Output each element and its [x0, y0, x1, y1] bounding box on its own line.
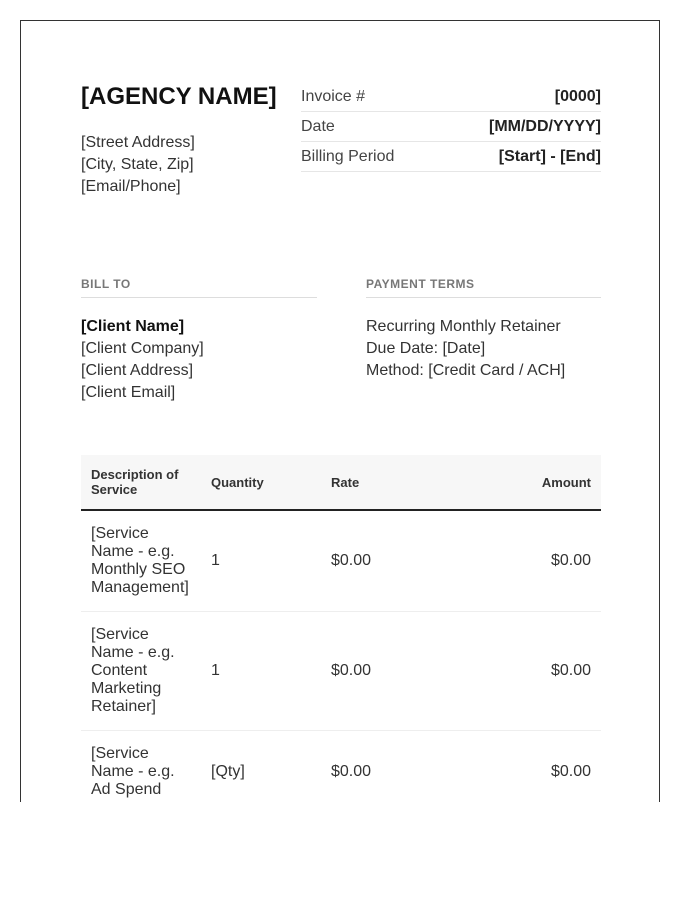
header-quantity: Quantity — [201, 455, 321, 510]
invoice-page — [20, 20, 660, 802]
row-quantity: 1 — [201, 510, 321, 612]
invoice-number-row — [301, 83, 601, 112]
payment-terms-recurrence: Recurring Monthly Retainer — [366, 318, 561, 335]
header-amount: Amount — [461, 455, 601, 510]
client-address: [Client Address] — [81, 362, 194, 379]
row-description: [Service Name - e.g. Ad Spend — [81, 731, 201, 803]
row-description: [Service Name - e.g. Monthly SEO Management] — [81, 510, 201, 612]
invoice-number-label: Invoice # — [301, 88, 366, 105]
row-quantity: [Qty] — [201, 731, 321, 803]
row-quantity: 1 — [201, 612, 321, 731]
row-amount: $0.00 — [461, 510, 601, 612]
client-name: [Client Name] — [81, 318, 185, 335]
agency-city: [City, State, Zip] — [81, 156, 194, 173]
payment-terms-section — [366, 277, 601, 382]
invoice-meta — [301, 83, 601, 173]
row-rate: $0.00 — [321, 731, 461, 803]
payment-terms-title: PAYMENT TERMS — [366, 277, 601, 298]
billing-period-value: [Start] - [End] — [498, 148, 601, 165]
table-header-row — [81, 455, 601, 510]
payment-terms-method: Method: [Credit Card / ACH] — [366, 362, 566, 379]
payment-terms-details — [366, 316, 601, 382]
table-row — [81, 731, 601, 803]
table-row — [81, 510, 601, 612]
payment-terms-due-date: Due Date: [Date] — [366, 340, 486, 357]
row-rate: $0.00 — [321, 510, 461, 612]
agency-name: [AGENCY NAME] — [81, 83, 277, 110]
billing-period-row — [301, 143, 601, 172]
line-items-table — [81, 455, 601, 802]
row-amount: $0.00 — [461, 612, 601, 731]
client-email: [Client Email] — [81, 384, 176, 401]
agency-contact: [Email/Phone] — [81, 178, 181, 195]
agency-street: [Street Address] — [81, 134, 195, 151]
invoice-number-value: [0000] — [554, 88, 601, 105]
bill-to-details — [81, 316, 317, 404]
client-company: [Client Company] — [81, 340, 204, 357]
agency-address-block — [81, 132, 195, 198]
header-description: Description of Service — [81, 455, 201, 510]
row-amount: $0.00 — [461, 731, 601, 803]
invoice-date-label: Date — [301, 118, 335, 135]
table-row — [81, 612, 601, 731]
row-description: [Service Name - e.g. Content Marketing Retainer] — [81, 612, 201, 731]
row-rate: $0.00 — [321, 612, 461, 731]
billing-period-label: Billing Period — [301, 148, 395, 165]
invoice-date-row — [301, 113, 601, 142]
bill-to-title: BILL TO — [81, 277, 317, 298]
header-rate: Rate — [321, 455, 461, 510]
invoice-date-value: [MM/DD/YYYY] — [489, 118, 601, 135]
bill-to-section — [81, 277, 317, 404]
